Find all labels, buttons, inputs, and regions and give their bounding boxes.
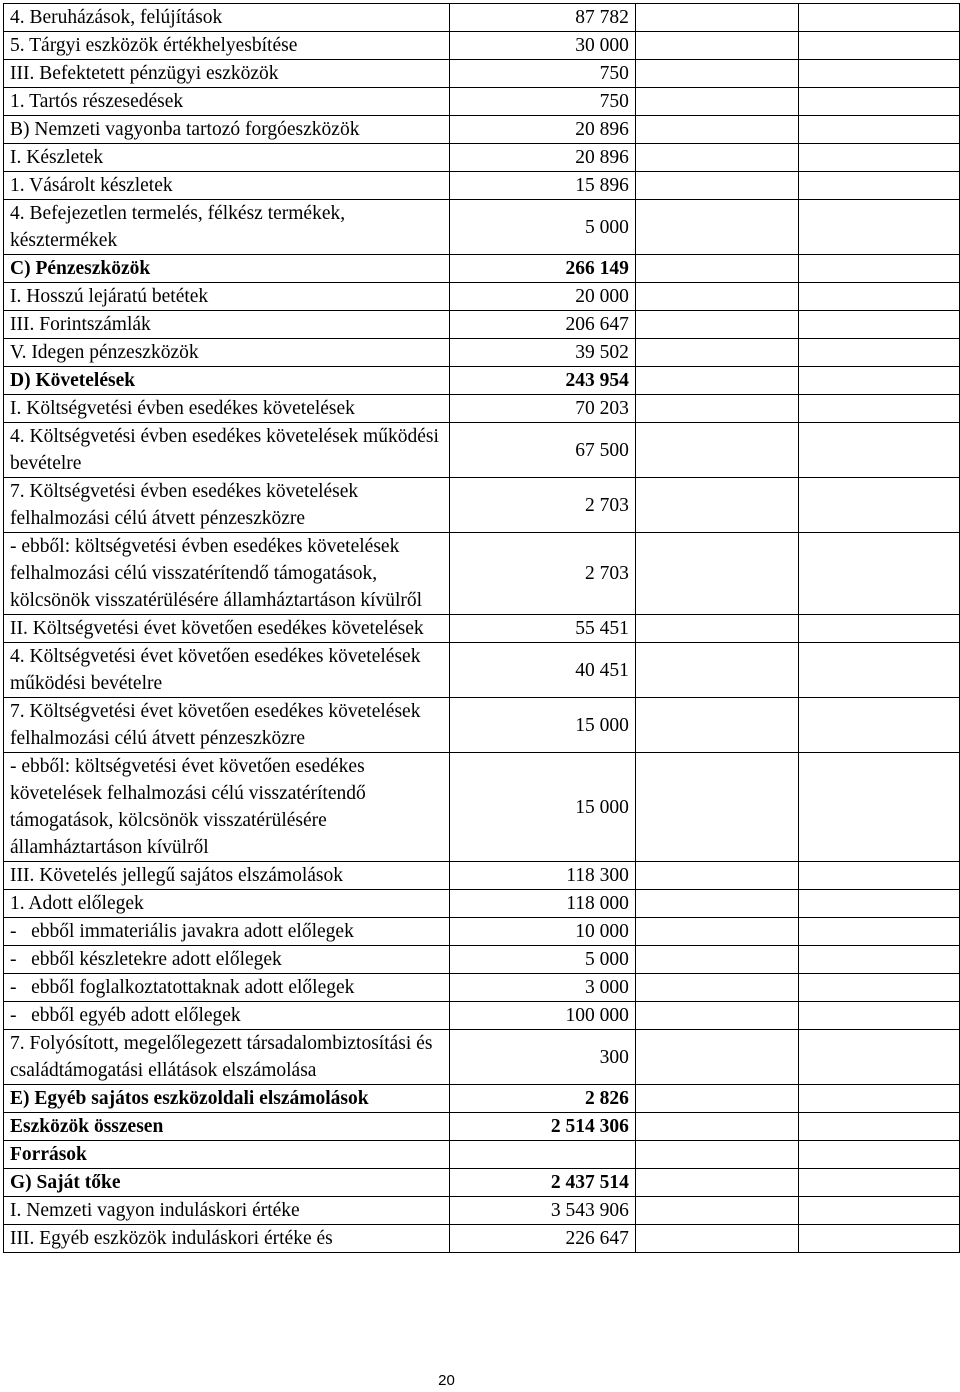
empty-cell xyxy=(635,478,798,533)
row-label: Források xyxy=(4,1141,450,1169)
table-row xyxy=(4,311,960,339)
row-value: 10 000 xyxy=(449,918,635,946)
empty-cell xyxy=(635,1225,798,1253)
empty-cell xyxy=(798,946,959,974)
row-label: Eszközök összesen xyxy=(4,1113,450,1141)
row-value: 243 954 xyxy=(449,367,635,395)
row-label: 4. Költségvetési évben esedékes követelések működési bevételre xyxy=(4,423,450,478)
empty-cell xyxy=(635,116,798,144)
balance-sheet-body xyxy=(4,4,960,1253)
empty-cell xyxy=(635,1197,798,1225)
empty-cell xyxy=(635,144,798,172)
row-label: 4. Költségvetési évet követően esedékes követelések működési bevételre xyxy=(4,643,450,698)
row-value: 67 500 xyxy=(449,423,635,478)
table-row xyxy=(4,4,960,32)
row-label: 4. Beruházások, felújítások xyxy=(4,4,450,32)
empty-cell xyxy=(635,367,798,395)
empty-cell xyxy=(635,1169,798,1197)
row-value: 20 000 xyxy=(449,283,635,311)
empty-cell xyxy=(635,172,798,200)
row-label: I. Költségvetési évben esedékes követelések xyxy=(4,395,450,423)
table-row xyxy=(4,862,960,890)
empty-cell xyxy=(798,615,959,643)
empty-cell xyxy=(798,116,959,144)
row-label: V. Idegen pénzeszközök xyxy=(4,339,450,367)
table-row xyxy=(4,918,960,946)
row-label: III. Forintszámlák xyxy=(4,311,450,339)
table-row xyxy=(4,339,960,367)
table-row xyxy=(4,478,960,533)
row-value: 2 826 xyxy=(449,1085,635,1113)
row-label: 7. Folyósított, megelőlegezett társadalombiztosítási és családtámogatási ellátások elszámolása xyxy=(4,1030,450,1085)
row-value: 15 896 xyxy=(449,172,635,200)
empty-cell xyxy=(635,4,798,32)
empty-cell xyxy=(798,1085,959,1113)
table-row xyxy=(4,1002,960,1030)
table-row xyxy=(4,1085,960,1113)
empty-cell xyxy=(798,1169,959,1197)
empty-cell xyxy=(798,1002,959,1030)
empty-cell xyxy=(635,1141,798,1169)
table-row xyxy=(4,1141,960,1169)
row-label: - ebből egyéb adott előlegek xyxy=(4,1002,450,1030)
empty-cell xyxy=(798,172,959,200)
row-value: 39 502 xyxy=(449,339,635,367)
empty-cell xyxy=(798,698,959,753)
empty-cell xyxy=(635,615,798,643)
table-row xyxy=(4,200,960,255)
row-value: 2 703 xyxy=(449,533,635,615)
row-value: 750 xyxy=(449,88,635,116)
empty-cell xyxy=(798,643,959,698)
empty-cell xyxy=(635,255,798,283)
row-value: 15 000 xyxy=(449,698,635,753)
row-label: 1. Vásárolt készletek xyxy=(4,172,450,200)
row-label: - ebből foglalkoztatottaknak adott előlegek xyxy=(4,974,450,1002)
empty-cell xyxy=(635,918,798,946)
row-value: 3 543 906 xyxy=(449,1197,635,1225)
row-label: II. Költségvetési évet követően esedékes követelések xyxy=(4,615,450,643)
table-row xyxy=(4,1030,960,1085)
balance-sheet-table xyxy=(3,3,960,1253)
table-row xyxy=(4,1113,960,1141)
empty-cell xyxy=(635,946,798,974)
empty-cell xyxy=(635,1030,798,1085)
table-row xyxy=(4,974,960,1002)
balance-sheet-table-wrapper xyxy=(3,3,960,1253)
table-row xyxy=(4,1197,960,1225)
empty-cell xyxy=(635,890,798,918)
empty-cell xyxy=(798,200,959,255)
row-value: 300 xyxy=(449,1030,635,1085)
row-value: 2 703 xyxy=(449,478,635,533)
row-value: 55 451 xyxy=(449,615,635,643)
empty-cell xyxy=(798,4,959,32)
row-label: 1. Adott előlegek xyxy=(4,890,450,918)
row-value: 2 437 514 xyxy=(449,1169,635,1197)
table-row xyxy=(4,32,960,60)
table-row xyxy=(4,60,960,88)
row-label: III. Követelés jellegű sajátos elszámolások xyxy=(4,862,450,890)
empty-cell xyxy=(798,890,959,918)
table-row xyxy=(4,144,960,172)
row-value: 206 647 xyxy=(449,311,635,339)
empty-cell xyxy=(635,643,798,698)
table-row xyxy=(4,172,960,200)
empty-cell xyxy=(635,698,798,753)
empty-cell xyxy=(798,478,959,533)
empty-cell xyxy=(798,88,959,116)
empty-cell xyxy=(798,1030,959,1085)
empty-cell xyxy=(798,753,959,862)
row-label: III. Egyéb eszközök induláskori értéke és xyxy=(4,1225,450,1253)
empty-cell xyxy=(635,753,798,862)
table-row xyxy=(4,533,960,615)
row-value: 118 300 xyxy=(449,862,635,890)
row-label: 7. Költségvetési évben esedékes követelések felhalmozási célú átvett pénzeszközre xyxy=(4,478,450,533)
row-label: - ebből: költségvetési évet követően esedékes követelések felhalmozási célú visszatérítendő támogatások, kölcsönök visszatérülésére államháztartáson kívülről xyxy=(4,753,450,862)
table-row xyxy=(4,615,960,643)
row-value: 226 647 xyxy=(449,1225,635,1253)
empty-cell xyxy=(635,533,798,615)
row-label: D) Követelések xyxy=(4,367,450,395)
table-row xyxy=(4,753,960,862)
empty-cell xyxy=(635,423,798,478)
row-value: 70 203 xyxy=(449,395,635,423)
empty-cell xyxy=(635,283,798,311)
row-value: 5 000 xyxy=(449,200,635,255)
table-row xyxy=(4,946,960,974)
row-value: 118 000 xyxy=(449,890,635,918)
empty-cell xyxy=(798,283,959,311)
row-value: 266 149 xyxy=(449,255,635,283)
empty-cell xyxy=(635,1113,798,1141)
empty-cell xyxy=(635,974,798,1002)
row-label: E) Egyéb sajátos eszközoldali elszámolások xyxy=(4,1085,450,1113)
empty-cell xyxy=(798,395,959,423)
empty-cell xyxy=(798,974,959,1002)
table-row xyxy=(4,643,960,698)
empty-cell xyxy=(635,862,798,890)
empty-cell xyxy=(798,533,959,615)
empty-cell xyxy=(798,339,959,367)
row-label: III. Befektetett pénzügyi eszközök xyxy=(4,60,450,88)
row-value: 2 514 306 xyxy=(449,1113,635,1141)
row-label: 4. Befejezetlen termelés, félkész termékek, késztermékek xyxy=(4,200,450,255)
empty-cell xyxy=(798,918,959,946)
empty-cell xyxy=(798,311,959,339)
empty-cell xyxy=(635,32,798,60)
row-value: 30 000 xyxy=(449,32,635,60)
row-label: - ebből immateriális javakra adott előlegek xyxy=(4,918,450,946)
table-row xyxy=(4,283,960,311)
empty-cell xyxy=(798,1113,959,1141)
row-label: - ebből készletekre adott előlegek xyxy=(4,946,450,974)
table-row xyxy=(4,116,960,144)
row-value: 100 000 xyxy=(449,1002,635,1030)
row-value: 5 000 xyxy=(449,946,635,974)
empty-cell xyxy=(798,144,959,172)
empty-cell xyxy=(798,1197,959,1225)
row-value: 750 xyxy=(449,60,635,88)
empty-cell xyxy=(798,367,959,395)
row-value: 20 896 xyxy=(449,144,635,172)
table-row xyxy=(4,1225,960,1253)
empty-cell xyxy=(635,60,798,88)
empty-cell xyxy=(635,200,798,255)
table-row xyxy=(4,890,960,918)
empty-cell xyxy=(798,1141,959,1169)
table-row xyxy=(4,1169,960,1197)
empty-cell xyxy=(798,255,959,283)
row-value: 87 782 xyxy=(449,4,635,32)
row-label: 7. Költségvetési évet követően esedékes követelések felhalmozási célú átvett pénzeszközre xyxy=(4,698,450,753)
row-label: B) Nemzeti vagyonba tartozó forgóeszközök xyxy=(4,116,450,144)
table-row xyxy=(4,255,960,283)
empty-cell xyxy=(635,1002,798,1030)
table-row xyxy=(4,423,960,478)
table-row xyxy=(4,395,960,423)
row-value xyxy=(449,1141,635,1169)
empty-cell xyxy=(798,60,959,88)
table-row xyxy=(4,698,960,753)
empty-cell xyxy=(635,395,798,423)
row-value: 3 000 xyxy=(449,974,635,1002)
row-label: C) Pénzeszközök xyxy=(4,255,450,283)
empty-cell xyxy=(635,339,798,367)
page-number: 20 xyxy=(438,1372,455,1389)
empty-cell xyxy=(635,311,798,339)
row-value: 15 000 xyxy=(449,753,635,862)
empty-cell xyxy=(798,423,959,478)
row-label: G) Saját tőke xyxy=(4,1169,450,1197)
row-label: I. Készletek xyxy=(4,144,450,172)
table-row xyxy=(4,88,960,116)
row-label: - ebből: költségvetési évben esedékes követelések felhalmozási célú visszatérítendő támogatások, kölcsönök visszatérülésére államháztartáson kívülről xyxy=(4,533,450,615)
row-value: 40 451 xyxy=(449,643,635,698)
row-value: 20 896 xyxy=(449,116,635,144)
empty-cell xyxy=(635,1085,798,1113)
empty-cell xyxy=(798,862,959,890)
empty-cell xyxy=(798,32,959,60)
row-label: I. Hosszú lejáratú betétek xyxy=(4,283,450,311)
row-label: 1. Tartós részesedések xyxy=(4,88,450,116)
empty-cell xyxy=(798,1225,959,1253)
row-label: 5. Tárgyi eszközök értékhelyesbítése xyxy=(4,32,450,60)
empty-cell xyxy=(635,88,798,116)
table-row xyxy=(4,367,960,395)
row-label: I. Nemzeti vagyon induláskori értéke xyxy=(4,1197,450,1225)
